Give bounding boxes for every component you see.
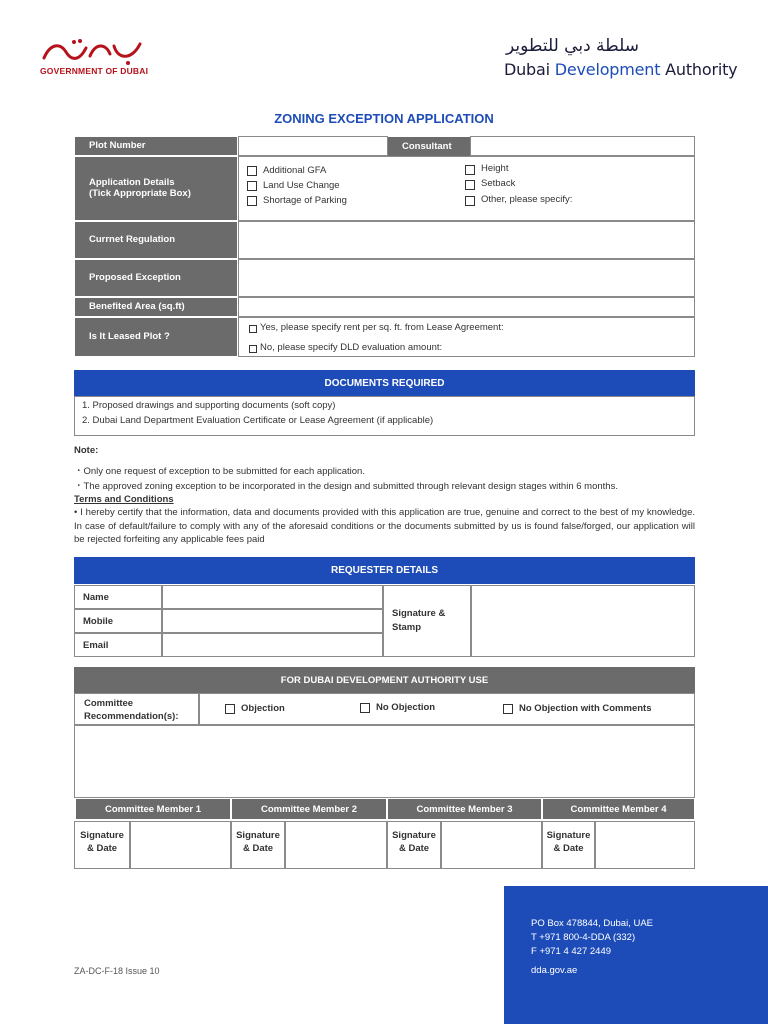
plot-number-label: Plot Number <box>74 136 238 156</box>
member-1-signature-field[interactable] <box>130 821 231 869</box>
mobile-label: Mobile <box>74 609 162 633</box>
member-4-signature-label <box>542 829 595 855</box>
signature-text: Signature <box>80 830 124 841</box>
current-regulation-field[interactable] <box>238 221 695 259</box>
proposed-exception-label: Proposed Exception <box>74 259 238 297</box>
shortage-of-parking-label: Shortage of Parking <box>263 195 347 206</box>
note-title: Note: <box>74 445 99 456</box>
date-text: & Date <box>86 843 118 854</box>
date-text: & Date <box>553 843 584 854</box>
note-item: ・The approved zoning exception to be incorporated in the design and submitted through relevant design stages within 6 months. <box>74 481 618 492</box>
committee-member-1-header: Committee Member 1 <box>75 798 231 820</box>
stamp-label: Stamp <box>392 622 422 633</box>
committee-label: Committee <box>84 698 134 709</box>
member-3-signature-label <box>387 829 441 855</box>
date-text: & Date <box>398 843 430 854</box>
benefited-area-label: Benefited Area (sq.ft) <box>74 297 238 317</box>
current-regulation-label: Currnet Regulation <box>74 221 238 259</box>
committee-member-4-header: Committee Member 4 <box>542 798 695 820</box>
document-item: 2. Dubai Land Department Evaluation Certificate or Lease Agreement (if applicable) <box>82 415 434 426</box>
shortage-of-parking-checkbox[interactable] <box>247 196 257 206</box>
no-objection-label: No Objection <box>376 702 436 713</box>
proposed-exception-field[interactable] <box>238 259 695 297</box>
signature-stamp-label-cell <box>383 585 471 657</box>
government-of-dubai-logo <box>40 36 144 66</box>
no-objection-checkbox[interactable] <box>360 703 370 713</box>
member-1-signature-label <box>74 829 130 855</box>
signature-text: Signature <box>236 830 280 841</box>
dda-word-dubai: Dubai <box>504 60 550 79</box>
dda-english-name <box>504 60 737 79</box>
terms-title: Terms and Conditions <box>74 494 174 505</box>
fax: F +971 4 427 2449 <box>531 946 612 957</box>
name-field[interactable] <box>162 585 383 609</box>
member-4-signature-field[interactable] <box>595 821 695 869</box>
consultant-label: Consultant <box>388 137 470 156</box>
height-label: Height <box>481 163 509 174</box>
committee-member-3-header: Committee Member 3 <box>387 798 542 820</box>
leased-no-label: No, please specify DLD evaluation amount: <box>260 342 443 353</box>
no-objection-comments-label: No Objection with Comments <box>519 703 652 714</box>
document-item: 1. Proposed drawings and supporting documents (soft copy) <box>82 400 336 411</box>
authority-use-header: FOR DUBAI DEVELOPMENT AUTHORITY USE <box>74 667 695 693</box>
contact-panel <box>504 886 768 1024</box>
height-checkbox[interactable] <box>465 165 475 175</box>
dda-arabic-name: سلطة دبي للتطوير <box>506 36 639 56</box>
name-label: Name <box>74 585 162 609</box>
leased-plot-label: Is It Leased Plot ? <box>74 317 238 357</box>
date-text: & Date <box>242 843 274 854</box>
terms-body: • I hereby certify that the information, data and documents provided with this application are true, genuine and correct to the best of my knowledge. In case of default/failure to comply with any of the aforesaid conditions or the documents submitted by us is found false/forged, our application will be rejected forfeiting any applicable fees paid <box>74 507 695 545</box>
leased-no-checkbox[interactable] <box>249 345 257 353</box>
setback-label: Setback <box>481 178 516 189</box>
recommendations-label: Recommendation(s): <box>84 711 179 722</box>
consultant-field[interactable] <box>470 136 695 156</box>
government-of-dubai-text: GOVERNMENT OF DUBAI <box>40 66 149 76</box>
leased-yes-checkbox[interactable] <box>249 325 257 333</box>
po-box: PO Box 478844, Dubai, UAE <box>531 918 653 929</box>
requester-details-header: REQUESTER DETAILS <box>74 557 695 584</box>
documents-required-header: DOCUMENTS REQUIRED <box>74 370 695 396</box>
no-objection-comments-checkbox[interactable] <box>503 704 513 714</box>
objection-label: Objection <box>241 703 285 714</box>
additional-gfa-label: Additional GFA <box>263 165 327 176</box>
leased-yes-label: Yes, please specify rent per sq. ft. from Lease Agreement: <box>260 322 504 333</box>
dda-word-authority: Authority <box>665 60 738 79</box>
signature-text: Signature <box>392 830 436 841</box>
committee-member-2-header: Committee Member 2 <box>231 798 387 820</box>
land-use-change-checkbox[interactable] <box>247 181 257 191</box>
telephone: T +971 800-4-DDA (332) <box>531 932 636 943</box>
plot-number-field[interactable] <box>238 136 388 156</box>
member-2-signature-label <box>231 829 285 855</box>
mobile-field[interactable] <box>162 609 383 633</box>
comments-field[interactable] <box>74 725 695 798</box>
other-label: Other, please specify: <box>481 194 573 205</box>
tick-box-text: (Tick Appropriate Box) <box>89 187 191 199</box>
application-details-label <box>74 156 238 221</box>
form-code: ZA-DC-F-18 Issue 10 <box>74 966 160 976</box>
setback-checkbox[interactable] <box>465 180 475 190</box>
land-use-change-label: Land Use Change <box>263 180 340 191</box>
dda-word-development: Development <box>554 60 661 79</box>
additional-gfa-checkbox[interactable] <box>247 166 257 176</box>
member-2-signature-field[interactable] <box>285 821 387 869</box>
form-title: ZONING EXCEPTION APPLICATION <box>274 111 494 126</box>
note-item: ・Only one request of exception to be submitted for each application. <box>74 466 365 477</box>
email-label: Email <box>74 633 162 657</box>
benefited-area-field[interactable] <box>238 297 695 317</box>
application-details-text: Application Details <box>89 176 175 188</box>
objection-checkbox[interactable] <box>225 704 235 714</box>
member-3-signature-field[interactable] <box>441 821 542 869</box>
website-link[interactable]: dda.gov.ae <box>531 965 578 976</box>
signature-label: Signature & <box>392 608 446 619</box>
signature-text: Signature <box>546 830 591 841</box>
email-field[interactable] <box>162 633 383 657</box>
signature-stamp-field[interactable] <box>471 585 695 657</box>
other-checkbox[interactable] <box>465 196 475 206</box>
